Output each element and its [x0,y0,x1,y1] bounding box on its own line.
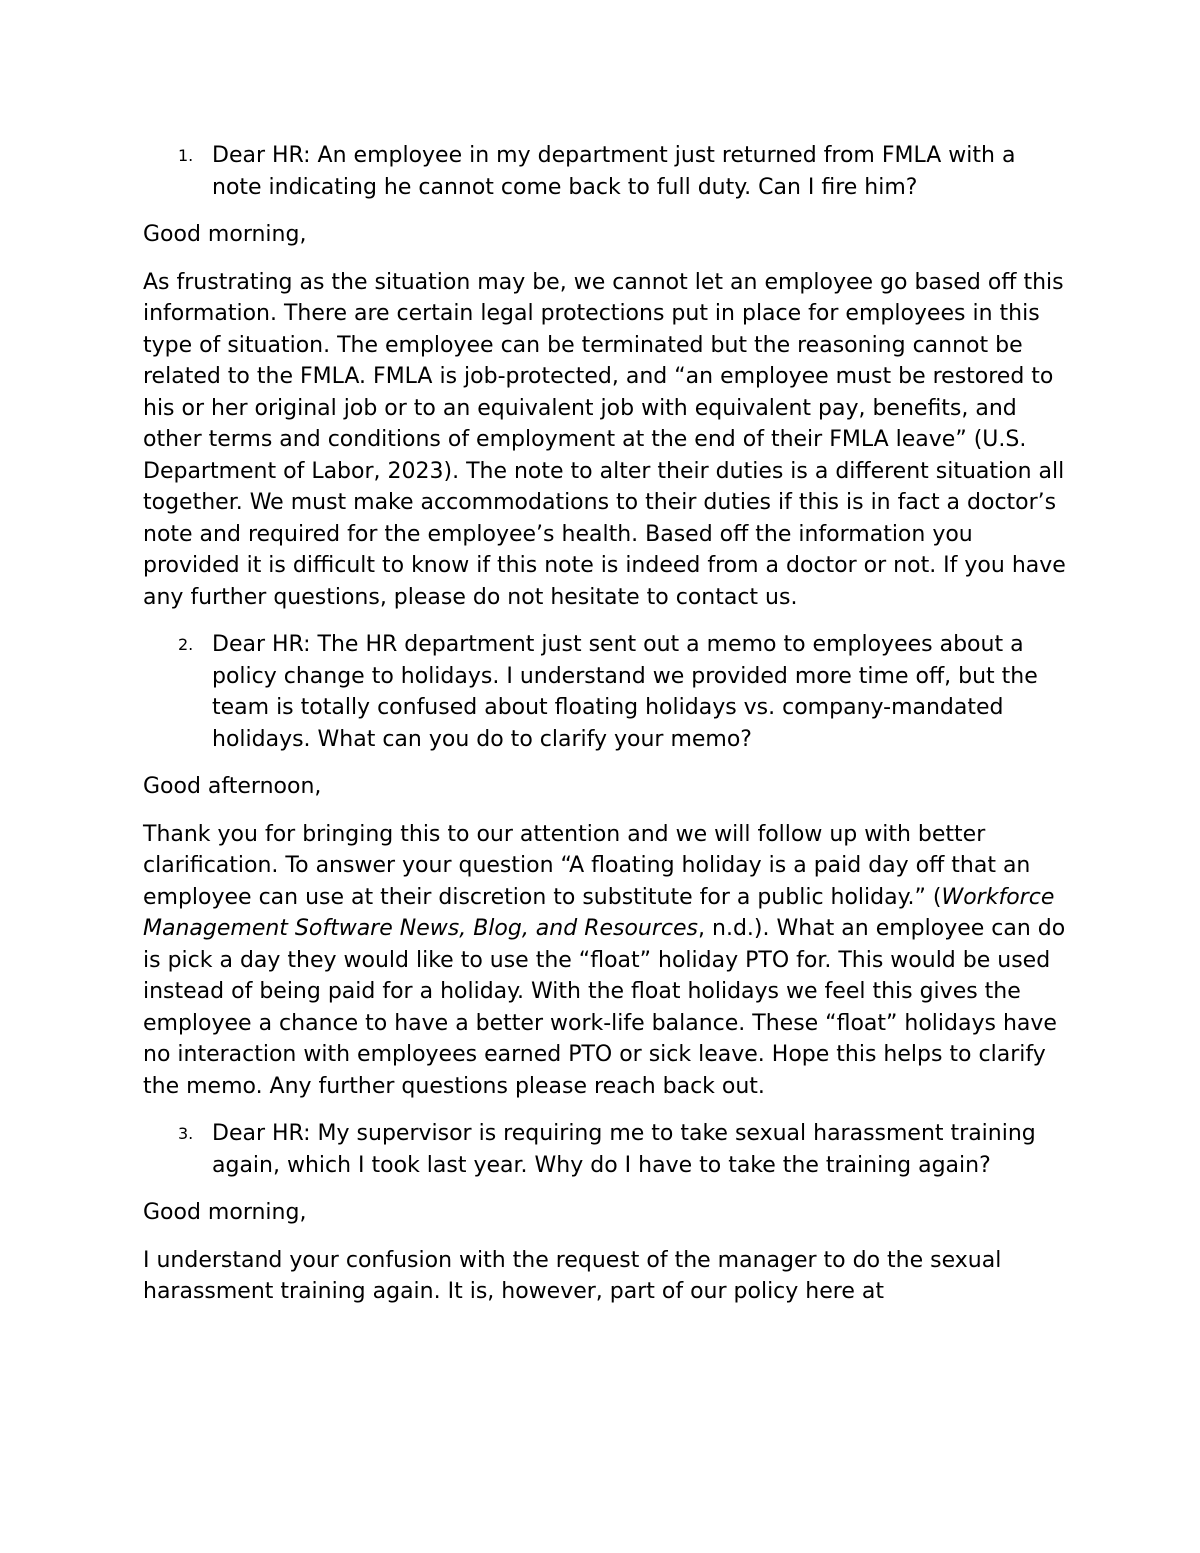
answer-2 [143,819,1068,1103]
list-number: 1. [178,146,194,165]
answer-3: I understand your confusion with the request of the manager to do the sexual harassment training again. It is, however, part of our policy here at [143,1247,1002,1304]
question-1 [143,140,1068,203]
answer-text-continued: , n.d.). What an employee can do is pick a day they would like to use the “float” holiday PTO for. This would be used instead of being paid for a holiday. With the float holidays we feel this gives the employee a chance to have a better work-life balance. These “float” holidays have no interaction with employees earned PTO or sick leave. Hope this helps to clarify the memo. Any further questions please reach back out. [143,916,1066,1099]
question-3 [143,1118,1068,1181]
question-text: Dear HR: The HR department just sent out a memo to employees about a policy change to holidays. I understand we provided more time off, but the team is totally confused about floating holidays vs. company-mandated holidays. What can you do to clarify your memo? [212,632,1038,752]
question-text: Dear HR: My supervisor is requiring me to take sexual harassment training again, which I took last year. Why do I have to take the training again? [212,1121,1036,1178]
greeting-2: Good afternoon, [143,774,322,799]
question-2 [143,629,1068,755]
greeting-1: Good morning, [143,222,307,247]
question-text: Dear HR: An employee in my department just returned from FMLA with a note indicating he cannot come back to full duty. Can I fire him? [212,143,1016,200]
greeting-3: Good morning, [143,1200,307,1225]
citation-title: Workforce Management Software News, Blog, and Resources [143,884,1055,941]
list-number: 2. [178,635,194,654]
document-body [143,140,1068,1324]
answer-1: As frustrating as the situation may be, we cannot let an employee go based off this information. There are certain legal protections put in place for employees in this type of situation. The employee can be terminated but the reasoning cannot be related to the FMLA. FMLA is job-protected, and “an employee must be restored to his or her original job or to an equivalent job with equivalent pay, benefits, and other terms and conditions of employment at the end of their FMLA leave” (U.S. Department of Labor, 2023). The note to alter their duties is a different situation all together. We must make accommodations to their duties if this is in fact a doctor’s note and required for the employee’s health. Based off the information you provided it is difficult to know if this note is indeed from a doctor or not. If you have any further questions, please do not hesitate to contact us. [143,269,1066,610]
list-number: 3. [178,1124,194,1143]
answer-text: Thank you for bringing this to our attention and we will follow up with better clarification. To answer your question “A floating holiday is a paid day off that an employee can use at their discretion to substitute for a public holiday.” ( [143,821,1031,910]
